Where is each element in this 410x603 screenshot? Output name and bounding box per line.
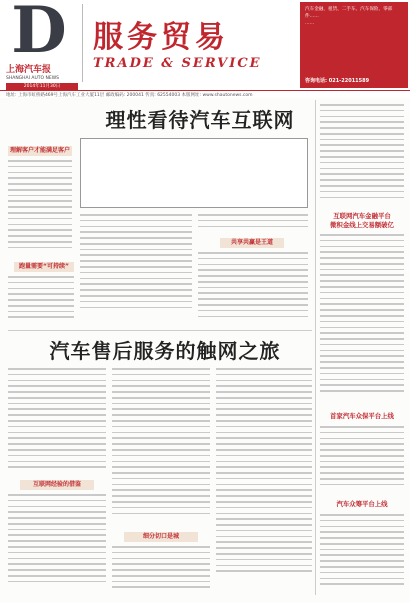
article2-body-col1b [8, 494, 106, 594]
newspaper-logo: 上海汽车报 [6, 65, 52, 75]
promo-line: 汽车金融、租赁、二手车、汽车保险、零部件…… [305, 7, 393, 19]
article1-body-col2 [80, 214, 192, 318]
masthead [0, 0, 410, 98]
issue-date: 2014年11月30日 [6, 83, 78, 90]
right-intro-text [320, 104, 404, 208]
article2-body-col2b [112, 546, 210, 594]
right-box1-title: 互联网汽车金融平台 微积金线上交易额破亿 [330, 212, 394, 229]
article1-body-col3 [198, 252, 308, 324]
article-divider [8, 330, 312, 331]
article2-body-col2 [112, 368, 210, 528]
section-title: 服务贸易 [93, 20, 229, 55]
article2-subhead-2: 细分切口是城 [124, 532, 198, 542]
article2-subhead-1: 互联网经验的借鉴 [20, 480, 94, 490]
article1-body-col3a [198, 214, 308, 234]
newspaper-logo-en: SHANGHAI AUTO NEWS [6, 76, 60, 81]
right-box3-text [320, 514, 404, 594]
article2-body-col3 [216, 368, 312, 594]
article1-headline: 理性看待汽车互联网 [105, 108, 295, 132]
section-title-area [82, 4, 300, 82]
promo-box [300, 2, 408, 88]
info-line: 地址: 上海市虹桥路469号上海汽车工业大厦11层 邮政编码: 200041 传真: 62554003 本版网址: www.shautonews.com [6, 93, 253, 98]
right-box2-title: 首家汽车众保平台上线 [330, 412, 394, 420]
article1-body-col1 [8, 160, 72, 256]
promo-tel: 咨询电话: 021-22011589 [305, 78, 370, 84]
right-box2-text [320, 426, 404, 496]
article1-subhead-1: 理解客户才能满足客户 [9, 147, 70, 154]
article2-headline: 汽车售后服务的触网之旅 [49, 339, 281, 363]
article1-lead [80, 138, 308, 208]
section-letter: D [11, 0, 67, 68]
article1-body-col1b [8, 276, 74, 324]
section-title-en: TRADE & SERVICE [93, 56, 262, 71]
right-box1-text [320, 234, 404, 408]
article2-body-col1 [8, 368, 106, 476]
article1-subhead-2: 跑量需要“可持续” [14, 262, 74, 272]
promo-line: …… [305, 21, 315, 26]
column-divider [315, 100, 316, 595]
article1-subhead-3: 共享共赢是王道 [220, 238, 284, 248]
header-rule [0, 90, 410, 91]
right-box3-title: 汽车众筹平台上线 [336, 500, 388, 508]
